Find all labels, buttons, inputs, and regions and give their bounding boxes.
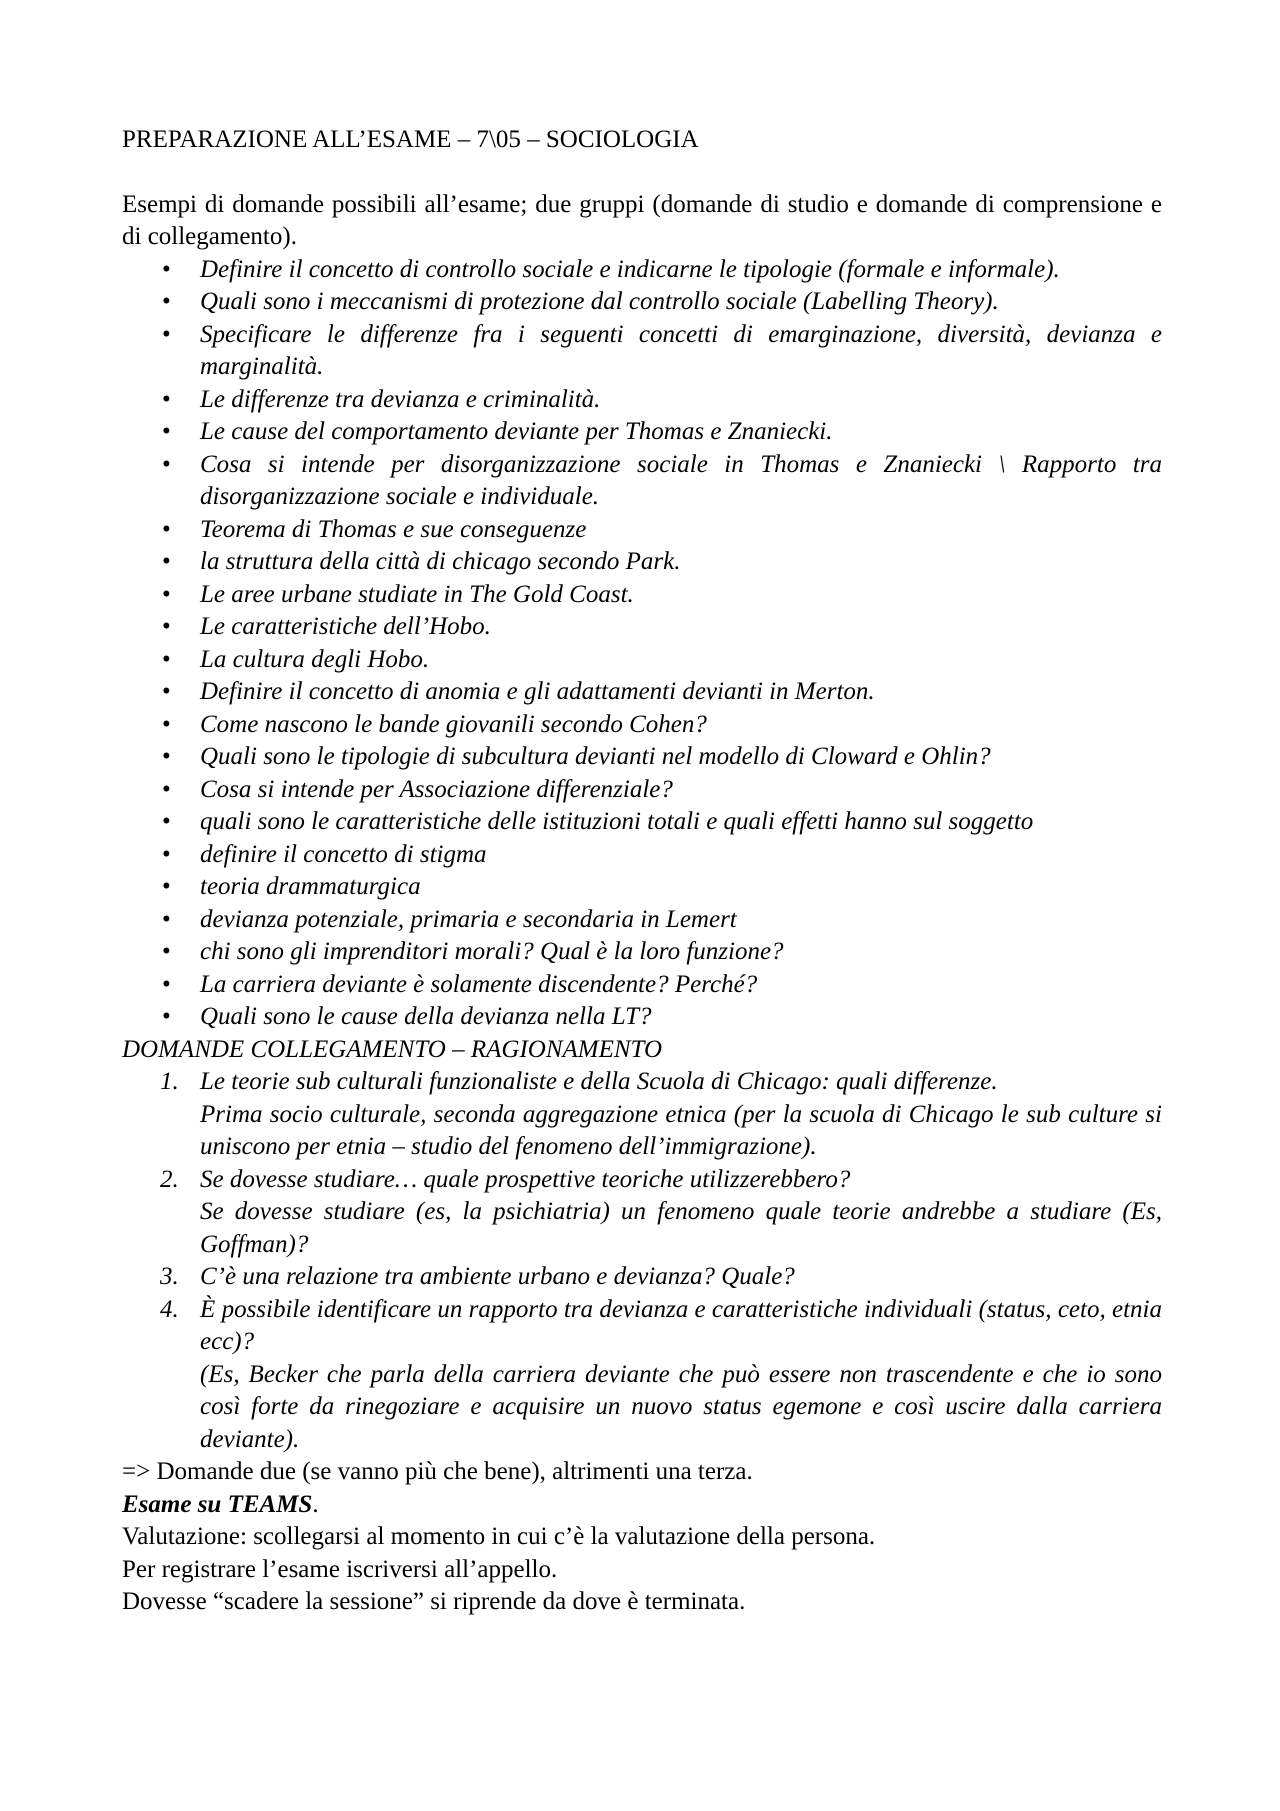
question-item [122,514,1162,547]
bullet-icon: • [162,775,171,803]
bullet-icon: • [162,548,171,575]
question-item [122,611,1162,644]
bullet-icon: • [162,515,171,543]
note-questions: => Domande due (se vanno più che bene), altrimenti una terza. [122,1458,753,1485]
question-text: La carriera deviante è solamente discendente? Perché? [200,970,758,998]
question-item [122,579,1162,612]
question-text: Le differenze tra devianza e criminalità. [200,385,601,413]
bullet-icon: • [162,255,171,283]
bullet-icon: • [162,938,171,965]
reasoning-item-line: È possibile identificare un rapporto tra devianza e caratteristiche individuali (status, ceto, etnia ecc)? [200,1295,1162,1355]
bullet-icon: • [162,450,171,478]
bullet-icon: • [162,385,171,413]
question-text: Specificare le differenze fra i seguenti concetti di emarginazione, diversità, devianza e marginalità. [200,320,1162,380]
bullet-icon: • [162,1003,171,1030]
bullet-icon: • [162,288,171,315]
reasoning-item-line: Se dovesse studiare… quale prospettive teoriche utilizzerebbero? [200,1165,851,1193]
question-text: Come nascono le bande giovanili secondo Cohen? [200,710,707,738]
evaluation-note: Valutazione: scollegarsi al momento in cui c’è la valutazione della persona. [122,1523,876,1550]
bullet-icon: • [162,678,171,705]
question-text: definire il concetto di stigma [200,840,487,868]
bullet-icon: • [162,613,171,640]
question-text: Cosa si intende per disorganizzazione sociale in Thomas e Znaniecki \ Rapporto tra disorganizzazione sociale e individuale. [200,450,1162,510]
bullet-icon: • [162,840,171,868]
registration-note: Per registrare l’esame iscriversi all’appello. [122,1555,558,1583]
question-item [122,774,1162,807]
reasoning-item-line: C’è una relazione tra ambiente urbano e devianza? Quale? [200,1263,795,1290]
question-text: Le caratteristiche dell’Hobo. [200,613,491,640]
reasoning-item-number: 4. [160,1295,179,1323]
exam-platform: Esame su TEAMS [122,1490,313,1518]
question-text: chi sono gli imprenditori morali? Qual è la loro funzione? [200,938,784,965]
bullet-icon: • [162,580,171,608]
question-item [122,546,1162,579]
question-item [122,644,1162,677]
question-item [122,871,1162,904]
reasoning-section-title: DOMANDE COLLEGAMENTO – RAGIONAMENTO [122,1035,663,1063]
session-note: Dovesse “scadere la sessione” si riprende da dove è terminata. [122,1588,746,1615]
question-text: Le aree urbane studiate in The Gold Coast. [200,580,634,608]
question-item [122,709,1162,742]
document-page [122,124,1162,1619]
question-item [122,806,1162,839]
reasoning-item [122,1066,1162,1164]
question-text: Quali sono i meccanismi di protezione dal controllo sociale (Labelling Theory). [200,288,999,315]
question-item [122,254,1162,287]
question-item [122,969,1162,1002]
bullet-icon: • [162,970,171,998]
question-item [122,384,1162,417]
question-text: Cosa si intende per Associazione differenziale? [200,775,673,803]
bullet-icon: • [162,743,171,770]
question-text: quali sono le caratteristiche delle istituzioni totali e quali effetti hanno sul soggetto [200,808,1034,835]
question-text: Quali sono le tipologie di subcultura devianti nel modello di Cloward e Ohlin? [200,743,991,770]
question-item [122,741,1162,774]
question-item [122,1001,1162,1034]
question-text: la struttura della città di chicago secondo Park. [200,548,681,575]
reasoning-questions-list [122,1066,1162,1456]
bullet-icon: • [162,320,171,348]
reasoning-item-line: Prima socio culturale, seconda aggregazione etnica (per la scuola di Chicago le sub culture si uniscono per etnia – studio del fenomeno dell’immigrazione). [200,1100,1162,1160]
reasoning-item [122,1164,1162,1262]
exam-platform-suffix: . [312,1490,319,1518]
question-item [122,839,1162,872]
bullet-icon: • [162,905,171,933]
intro-paragraph: Esempi di domande possibili all’esame; due gruppi (domande di studio e domande di comprensione e di collegamento). [122,190,1162,250]
exam-platform-line [122,1489,1162,1522]
bullet-icon: • [162,645,171,673]
reasoning-item-number: 3. [160,1263,179,1290]
bullet-icon: • [162,710,171,738]
reasoning-item [122,1261,1162,1294]
document-title: PREPARAZIONE ALL’ESAME – 7\05 – SOCIOLOGIA [122,126,699,153]
question-item [122,416,1162,449]
question-item [122,449,1162,514]
bullet-icon: • [162,873,171,900]
bullet-icon: • [162,808,171,835]
reasoning-item-line: Se dovesse studiare (es, la psichiatria) un fenomeno quale teorie andrebbe a studiare (Es, Goffman)? [200,1198,1162,1258]
reasoning-item-line: Le teorie sub culturali funzionaliste e della Scuola di Chicago: quali differenze. [200,1068,998,1095]
reasoning-item-number: 2. [160,1165,179,1193]
question-text: Teorema di Thomas e sue conseguenze [200,515,587,543]
question-text: Definire il concetto di controllo sociale e indicarne le tipologie (formale e informale). [200,255,1060,283]
question-text: devianza potenziale, primaria e secondaria in Lemert [200,905,737,933]
question-item [122,904,1162,937]
reasoning-item-line: (Es, Becker che parla della carriera deviante che può essere non trascendente e che io sono così forte da rinegoziare e acquisire un nuovo status egemone e così uscire dalla carriera deviante). [200,1360,1162,1453]
question-text: La cultura degli Hobo. [200,645,430,673]
question-item [122,936,1162,969]
study-questions-list [122,254,1162,1034]
spacer [122,157,1162,189]
question-item [122,286,1162,319]
question-item [122,676,1162,709]
reasoning-item-number: 1. [160,1068,179,1095]
question-text: Definire il concetto di anomia e gli adattamenti devianti in Merton. [200,678,875,705]
question-item [122,319,1162,384]
question-text: Le cause del comportamento deviante per Thomas e Znaniecki. [200,418,833,445]
bullet-icon: • [162,418,171,445]
question-text: teoria drammaturgica [200,873,421,900]
question-text: Quali sono le cause della devianza nella LT? [200,1003,652,1030]
reasoning-item [122,1294,1162,1457]
